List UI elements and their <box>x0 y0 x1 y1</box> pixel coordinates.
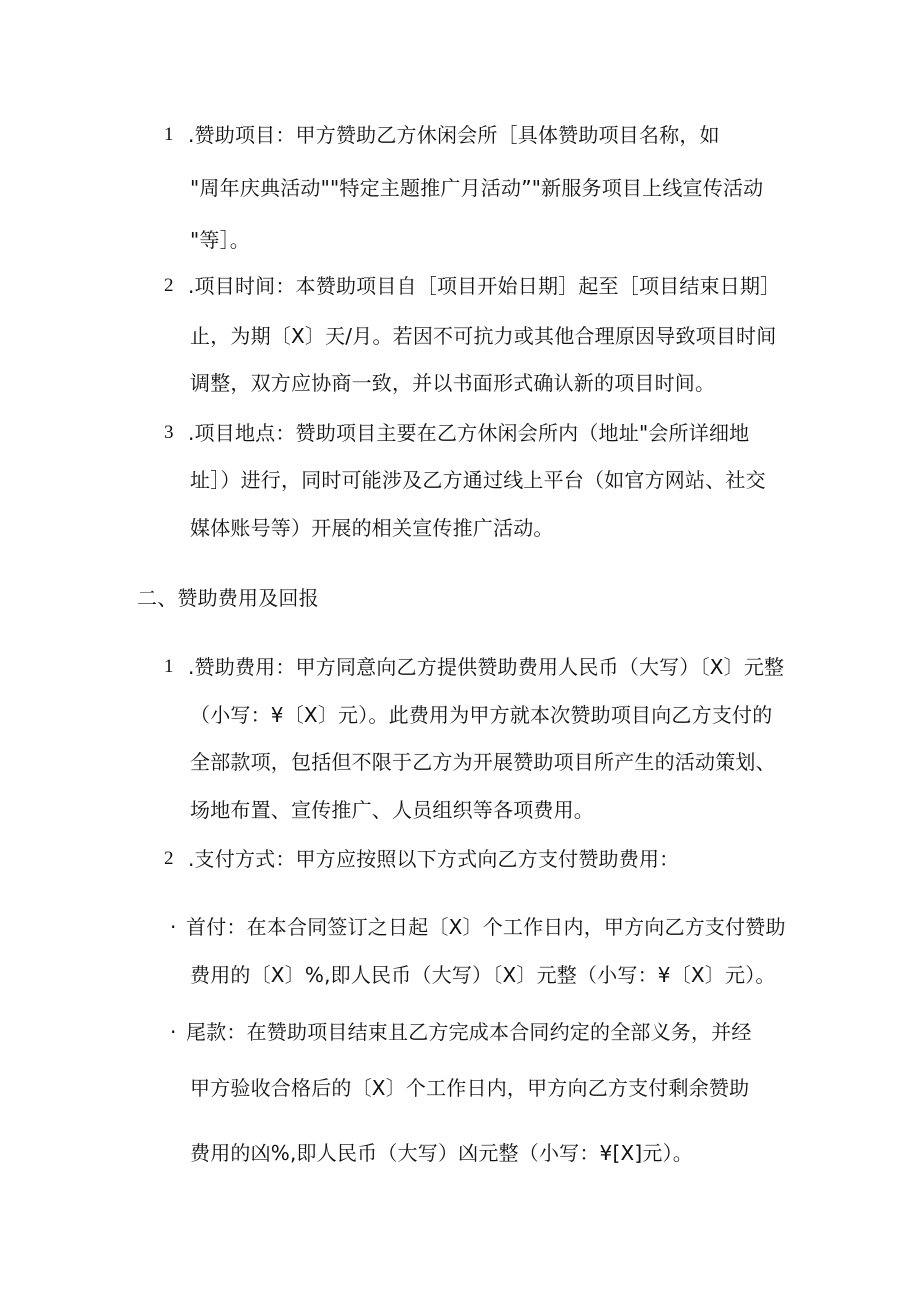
item-number: 2 <box>164 848 174 869</box>
item-text-line: .支付方式：甲方应按照以下方式向乙方支付赞助费用： <box>188 847 680 871</box>
item-number: 1 <box>164 124 174 145</box>
item-text-line: 址］）进行，同时可能涉及乙方通过线上平台（如官方网站、社交 <box>190 468 766 492</box>
item-text-line: .项目时间：本赞助项目自［项目开始日期］起至［项目结束日期］ <box>188 274 781 298</box>
item-number: 3 <box>164 422 174 443</box>
bullet-text-line: 甲方验收合格后的〔X〕个工作日内，甲方向乙方支付剩余赞助 <box>190 1076 750 1100</box>
item-text-line: 媒体账号等）开展的相关宣传推广活动。 <box>190 516 554 540</box>
item-number: 1 <box>164 656 174 677</box>
item-text-line: "等］。 <box>190 228 250 252</box>
bullet-text-line: 费用的〔X〕%,即人民币（大写）〔X〕元整（小写：¥〔X〕元）。 <box>190 963 776 987</box>
item-text-line: 止，为期〔X〕天/月。若因不可抗力或其他合理原因导致项目时间 <box>190 324 777 348</box>
bullet-marker: · <box>170 1020 177 1044</box>
bullet-text-line: 费用的凶%,即人民币（大写）凶元整（小写：¥[X]元）。 <box>190 1141 693 1165</box>
item-text-line: 场地布置、宣传推广、人员组织等各项费用。 <box>190 798 594 822</box>
item-number: 2 <box>164 275 174 296</box>
bullet-text-line: 尾款：在赞助项目结束且乙方完成本合同约定的全部义务，并经 <box>186 1020 752 1044</box>
item-text-line: .项目地点：赞助项目主要在乙方休闲会所内（地址"会所详细地 <box>188 421 750 445</box>
item-text-line: .赞助项目：甲方赞助乙方休闲会所［具体赞助项目名称，如 <box>188 123 720 147</box>
item-text-line: （小写：¥〔X〕元）。此费用为甲方就本次赞助项目向乙方支付的 <box>190 703 773 727</box>
item-text-line: .赞助费用：甲方同意向乙方提供赞助费用人民币（大写）〔X〕元整 <box>188 655 785 679</box>
item-text-line: "周年庆典活动""特定主题推广月活动”"新服务项目上线宣传活动 <box>190 176 764 200</box>
bullet-marker: · <box>170 915 177 939</box>
bullet-text-line: 首付：在本合同签订之日起〔X〕个工作日内，甲方向乙方支付赞助 <box>186 915 786 939</box>
item-text-line: 调整，双方应协商一致，并以书面形式确认新的项目时间。 <box>190 371 716 395</box>
item-text-line: 全部款项，包括但不限于乙方为开展赞助项目所产生的活动策划、 <box>190 750 776 774</box>
section-heading: 二、赞助费用及回报 <box>137 586 319 610</box>
